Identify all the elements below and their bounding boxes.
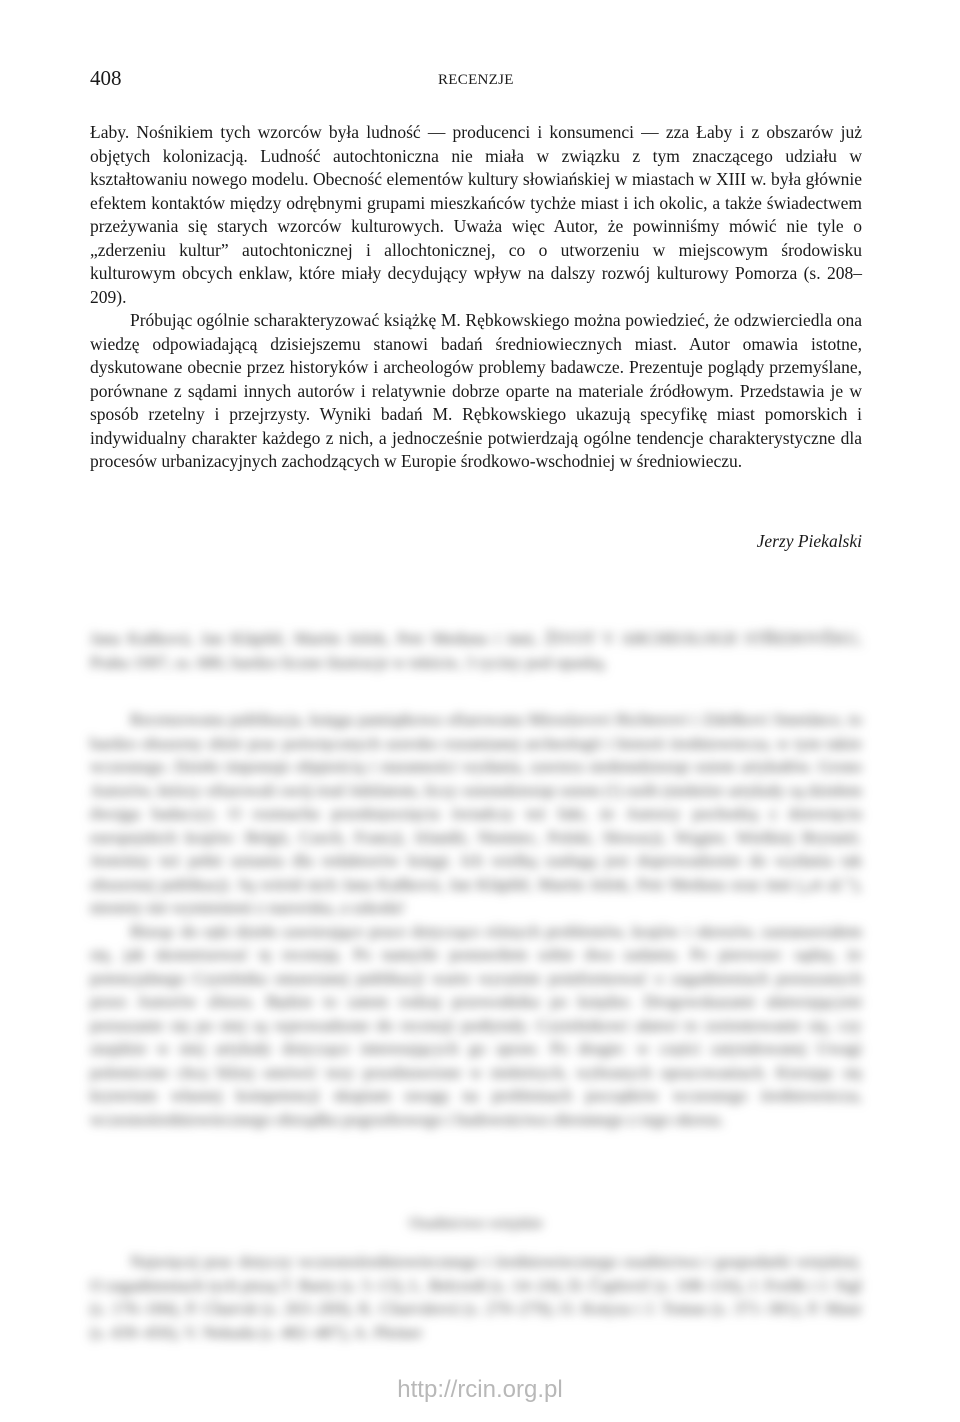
- next-review-body: [90, 708, 862, 1131]
- next-review-section-body: [90, 1250, 862, 1344]
- review-body: [90, 121, 862, 474]
- page-header: [90, 66, 862, 96]
- footer-watermark-url: http://rcin.org.pl: [397, 1376, 563, 1403]
- review-paragraph: Łaby. Nośnikiem tych wzorców była ludność — producenci i konsumenci — zza Łaby i z obszarów już objętych kolonizacją. Ludność autochtoniczna nie miała w związku z tym znaczącego udziału w kształtowaniu nowego modelu. Obecność elementów kultury słowiańskiej w miastach w XIII w. była głównie efektem kontaktów między odrębnymi grupami mieszkańców tychże miast i ich okolic, a także świadectwem przeżywania się starych wzorców kulturowych. Uważa więc Autor, że powinniśmy mówić nie tyle o „zderzeniu kultur” autochtonicznej i allochtonicznej, co o utworzeniu w miejscowym środowisku kulturowym obcych enklaw, które miały decydujący wpływ na dalszy rozwój kulturowy Pomorza (s. 208–209).: [90, 122, 862, 307]
- page-number: 408: [90, 66, 122, 90]
- section-heading-block: [90, 1212, 862, 1236]
- review-signature: Jerzy Piekalski: [756, 531, 862, 551]
- citation-text: Jana Kaňková, Jan Klápště, Martin Ježek, Petr Meduna i inni, ŽIVOT V ARCHEOLOGII STŘEDOVĚKU, Praha 1997, ss. 680, bardzo liczne ilustracje w tekście, 3 ryciny pod opaską.: [90, 629, 862, 672]
- next-review-paragraph: Biorąc do ręki dzieło zawierające prace dotyczące różnych problemów, krajów i okresów, zastanawiałem się, jak skonstruować tę recenzję. Po namyśle postawiłem sobie dwa zadania. Po pierwsze: sądzę, że potencjalnego Czytelnika omawianej publikacji warto wyraźnie poinformować o zagadnieniach poruszanych przez Autorów zbioru. Będzie to zatem rodzaj przewodnika po księdze. Drogowskazami ułatwiającymi poruszanie się po niej są wprowadzone do recenzji podtytuły. Czytelnikowi ułatwi to zorientowanie się, czy znajdzie w niej artykuły dotyczące interesujących go spraw. Po drugie: w części zatytułowanej Uwagi polemiczne chcę bliżej omówić tezy przedstawione w niektórych, wybranych opracowaniach. Kierując się kryterium własnej kompetencji skupiam uwagę na problemach początków wczesnego średniowiecza, wczesnośredniowiecznego obrządku pogrzebowego i budownictwa obronnego z tego okresu.: [90, 921, 862, 1129]
- next-review-paragraph: Najwięcej prac dotyczy wczesnośredniowiecznego i średniowiecznego osadnictwa i gospodarki wiejskiej. O zagadnieniach tych piszą T. Barty (s. 5–13), L. Belcredi (s. 14–24), D. Čaplovič (s. 108–116), J. Frolík i J. Sigl (s. 176–184), P. Charvát (s. 263–269), K. Charvátová (s. 270–279), O. Kotyza i J. Tomas (s. 371–381), P. Maur (s. 439–450), V. Nekuda (s. 482–487), A. Pleiner: [90, 1252, 862, 1342]
- review-paragraph: Próbując ogólnie scharakteryzować książkę M. Rębkowskiego można powiedzieć, że odzwierciedla ona wiedzę odpowiadającą dzisiejszemu stanowi badań średniowiecznych miast. Autor omawia istotne, dyskutowane obecnie przez historyków i archeologów problemy badawcze. Prezentuje poglądy przemyślane, porównane z sądami innych autorów i relatywnie dobrze oparte na materiale źródłowym. Przedstawia je w sposób rzetelny i przejrzysty. Wyniki badań M. Rębkowskiego ukazują specyfikę miast pomorskich i indywidualny charakter każdego z nich, a jednocześnie potwierdzają ogólne tendencje charakterystyczne dla procesów urbanizacyjnych zachodzących w Europie środkowo-wschodniej w średniowieczu.: [90, 310, 862, 471]
- section-title: Osadnictwo wiejskie: [409, 1215, 543, 1232]
- next-review-citation: [90, 627, 862, 674]
- running-head: RECENZJE: [438, 72, 514, 88]
- next-review-paragraph: Recenzowana publikacja, księga pamiątkowa ofiarowana Miroslavovi Richterovi i Zdeňkovi Smetánce, to bardzo obszerny zbiór prac poświęconych szeroko rozumianej archeologii i historii średniowiecza, w tym także wczesnego. Dzieło imponuje objętością i staranności wydania, zawiera siedemdziesiąt osiem artykułów. Grono Autorów, którzy ofiarowali swój trud Jubilatom, liczy osiemdziesiąt osiem (!) osób (niektóre artykuły są dziełem dwojga badaczy). O rozmachu przedsięwzięcia świadczy też fakt, że Autorzy pochodzą z dziewięciu europejskich krajów: Belgii, Czech, Francji, Irlandii, Niemiec, Polski, Słowacji, Węgier, Wielkiej Brytanii. Jesteśmy też pełni uznania dla redaktorów księgi. Ich wielką zasługą jest doprowadzenie do wydania tak obszernej publikacji. Są wśród nich Jana Kaňková, Jan Klápště, Martin Ježek, Petr Meduna oraz inni („et al.”), niestety nie wymienieni z nazwiska, a szkoda!: [90, 710, 862, 917]
